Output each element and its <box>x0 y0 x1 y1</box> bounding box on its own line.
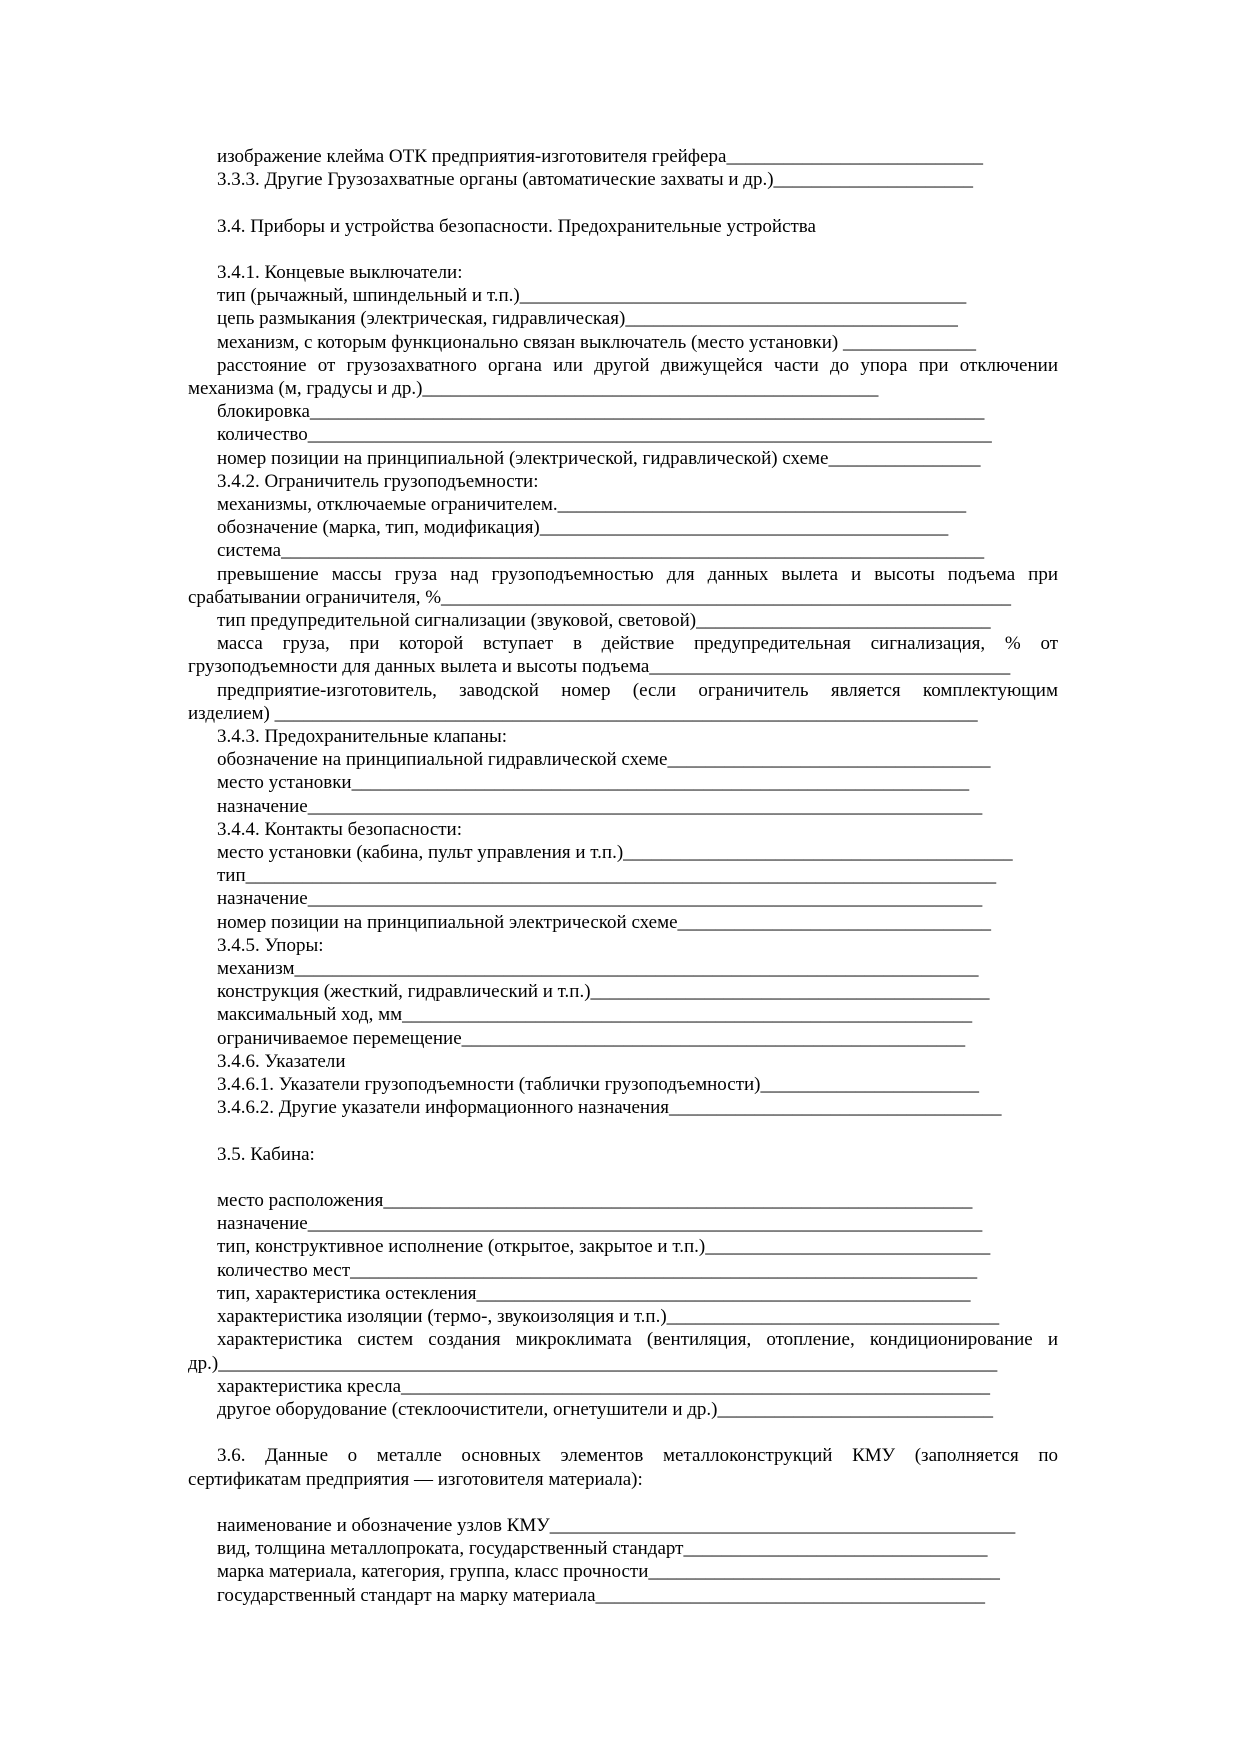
blank-line <box>188 1120 1058 1143</box>
blank-line <box>188 238 1058 261</box>
form-line: расстояние от грузозахватного органа или другой движущейся части до упора при отключении <box>217 354 1058 376</box>
form-line: тип_______________________________________________________________________________ <box>217 865 997 887</box>
form-line: обозначение (марка, тип, модификация)___________________________________________ <box>217 517 949 539</box>
form-line: 3.3.3. Другие Грузозахватные органы (автоматические захваты и др.)_____________________ <box>217 169 974 191</box>
form-line: место установки (кабина, пульт управления и т.п.)_________________________________________ <box>217 842 1013 864</box>
form-line: 3.4.6.1. Указатели грузоподъемности (таблички грузоподъемности)_______________________ <box>217 1074 980 1096</box>
form-line: грузоподъемности для данных вылета и высоты подъема______________________________________ <box>188 656 1011 678</box>
form-line: характеристика систем создания микроклимата (вентиляция, отопление, кондиционирование и <box>217 1329 1058 1351</box>
form-line: тип, характеристика остекления____________________________________________________ <box>217 1282 971 1304</box>
form-line: срабатывании ограничителя, %____________________________________________________________ <box>188 586 1012 608</box>
form-line: назначение_______________________________________________________________________ <box>217 888 983 910</box>
form-line: 3.5. Кабина: <box>217 1143 315 1165</box>
form-line: 3.4.2. Ограничитель грузоподъемности: <box>217 470 539 492</box>
form-line: наименование и обозначение узлов КМУ_________________________________________________ <box>217 1514 1016 1536</box>
form-line: изображение клейма ОТК предприятия-изготовителя грейфера___________________________ <box>217 146 983 167</box>
form-line: система__________________________________________________________________________ <box>217 540 985 562</box>
form-line: место расположения______________________________________________________________ <box>217 1190 973 1212</box>
form-line: механизм________________________________________________________________________ <box>217 958 979 980</box>
form-line: тип, конструктивное исполнение (открытое, закрытое и т.п.)______________________________ <box>217 1236 991 1258</box>
form-line: 3.4.1. Концевые выключатели: <box>217 261 463 283</box>
blank-line <box>188 191 1058 214</box>
form-line: конструкция (жесткий, гидравлический и т.п.)__________________________________________ <box>217 981 990 1003</box>
form-line: 3.4.4. Контакты безопасности: <box>217 818 462 840</box>
form-line: цепь размыкания (электрическая, гидравлическая)___________________________________ <box>217 308 958 330</box>
form-line: др.)__________________________________________________________________________________ <box>188 1352 998 1374</box>
form-line: масса груза, при которой вступает в действие предупредительная сигнализация, % от <box>217 633 1058 655</box>
form-line: предприятие-изготовитель, заводской номер (если ограничитель является комплектующим <box>217 679 1058 701</box>
form-line: 3.4.5. Упоры: <box>217 934 324 956</box>
form-line: изделием) __________________________________________________________________________ <box>188 702 978 724</box>
document-page <box>188 145 1058 1607</box>
form-line: характеристика кресла______________________________________________________________ <box>217 1375 991 1397</box>
form-line: количество________________________________________________________________________ <box>217 424 992 446</box>
form-line: вид, толщина металлопроката, государственный стандарт________________________________ <box>217 1538 988 1560</box>
form-line: механизм, с которым функционально связан выключатель (место установки) ______________ <box>217 331 976 353</box>
form-line: характеристика изоляции (термо-, звукоизоляция и т.п.)___________________________________ <box>217 1306 1000 1328</box>
form-line: обозначение на принципиальной гидравлической схеме__________________________________ <box>217 749 991 771</box>
form-line: государственный стандарт на марку материала_________________________________________ <box>217 1584 986 1606</box>
form-line: количество мест__________________________________________________________________ <box>217 1259 978 1281</box>
form-line: тип (рычажный, шпиндельный и т.п.)_______________________________________________ <box>217 285 967 307</box>
form-line: 3.4. Приборы и устройства безопасности. Предохранительные устройства <box>217 215 816 237</box>
form-line: механизмы, отключаемые ограничителем.___________________________________________ <box>217 494 967 516</box>
form-line: марка материала, категория, группа, класс прочности_____________________________________ <box>217 1561 1000 1583</box>
form-line: тип предупредительной сигнализации (звуковой, световой)_______________________________ <box>217 610 991 632</box>
blank-line <box>188 1491 1058 1514</box>
blank-line <box>188 1166 1058 1189</box>
form-line: превышение массы груза над грузоподъемностью для данных вылета и высоты подъема при <box>217 563 1058 585</box>
form-line: 3.4.6.2. Другие указатели информационного назначения___________________________________ <box>217 1097 1002 1119</box>
form-line: номер позиции на принципиальной (электрической, гидравлической) схеме________________ <box>217 447 981 469</box>
blank-line <box>188 1421 1058 1444</box>
form-line: сертификатам предприятия — изготовителя материала): <box>188 1468 643 1490</box>
form-line: назначение_______________________________________________________________________ <box>217 795 983 817</box>
form-line: место установки_________________________________________________________________ <box>217 772 970 794</box>
form-line: номер позиции на принципиальной электрической схеме_________________________________ <box>217 911 992 933</box>
form-line: другое оборудование (стеклоочистители, огнетушители и др.)_____________________________ <box>217 1398 993 1420</box>
form-line: блокировка_______________________________________________________________________ <box>217 401 985 423</box>
form-line: назначение_______________________________________________________________________ <box>217 1213 983 1235</box>
form-line: механизма (м, градусы и др.)________________________________________________ <box>188 378 879 399</box>
form-line: ограничиваемое перемещение_____________________________________________________ <box>217 1027 966 1049</box>
form-line: 3.4.6. Указатели <box>217 1050 346 1072</box>
form-line: 3.6. Данные о металле основных элементов металлоконструкций КМУ (заполняется по <box>217 1445 1058 1467</box>
form-line: 3.4.3. Предохранительные клапаны: <box>217 726 508 748</box>
form-line: максимальный ход, мм____________________________________________________________ <box>217 1004 973 1026</box>
